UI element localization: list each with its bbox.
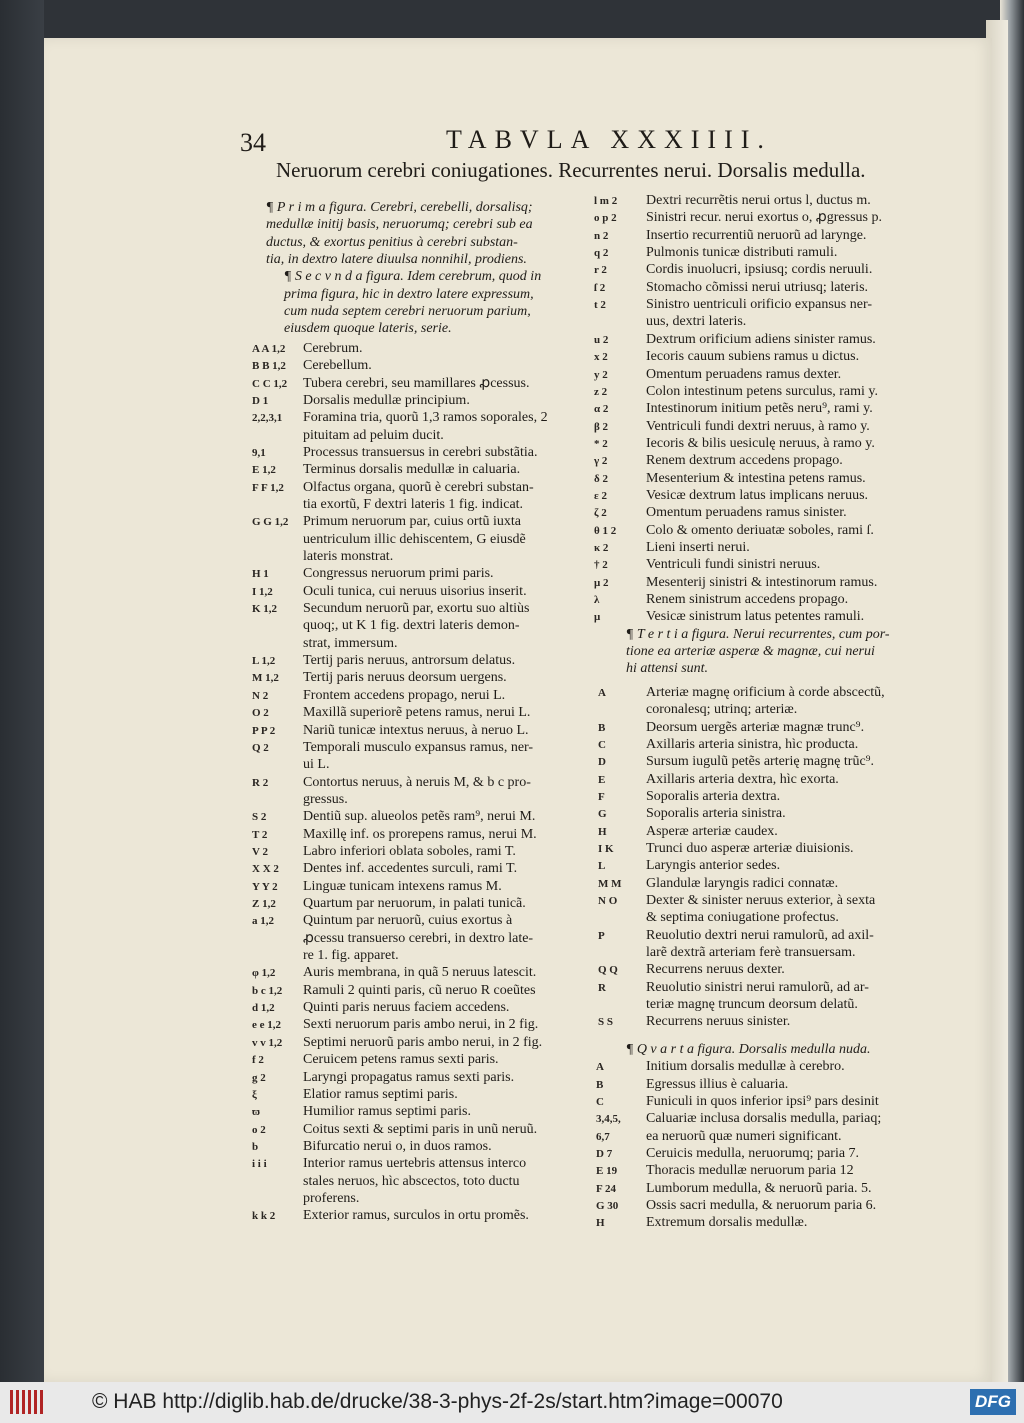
entry-text: Secundum neruorũ par, exortu suo altiùs — [303, 601, 530, 617]
entry-label: A — [596, 1061, 604, 1074]
entry-label: Q Q — [598, 964, 618, 977]
entry-label: L — [598, 860, 606, 873]
entry-label: A A 1,2 — [252, 342, 286, 355]
entry-text: Axillaris arteria dextra, hìc exorta. — [646, 771, 839, 787]
entry-text: Funiculi in quos inferior ipsi⁹ pars desinit — [646, 1093, 879, 1109]
figure-caption-tertia: tione ea arteriæ asperæ & magnæ, cui nerui — [626, 644, 875, 660]
entry-text: Dexter & sinister neruus exterior, à sexta — [646, 893, 876, 908]
entry-label: N O — [598, 895, 618, 907]
entry-text: & septima coniugatione profectus. — [646, 910, 839, 926]
entry-label: o 2 — [252, 1123, 266, 1136]
entry-label: B — [596, 1078, 604, 1091]
entry-label: u 2 — [594, 333, 609, 346]
entry-text: uentriculum illic dehiscentem, G eiusdẽ — [303, 531, 526, 547]
entry-text: Contortus neruus, à neruis M, & b c pro- — [303, 774, 531, 790]
entry-text: Arteriæ magnę orificium à corde abscectũ, — [646, 684, 885, 700]
entry-text: Sinistro uentriculi orificio expansus ner- — [646, 297, 873, 313]
entry-label: M M — [598, 877, 622, 890]
entry-label: 9,1 — [252, 446, 266, 459]
library-logo-icon — [10, 1390, 44, 1414]
entry-label: g 2 — [252, 1071, 266, 1084]
entry-text: Renem sinistrum accedens propago. — [646, 592, 849, 608]
entry-text: strat, immersum. — [303, 635, 398, 651]
entry-text: Dextrum orificium adiens sinister ramus. — [646, 331, 876, 347]
entry-text: Tertij paris neruus, antrorsum delatus. — [303, 653, 516, 669]
entry-text: teriæ magnę truncum deorsum delatũ. — [646, 997, 858, 1013]
entry-text: Olfactus organa, quorũ è cerebri substan- — [303, 479, 534, 495]
entry-text: Lumborum medulla, & neruorũ paria. 5. — [646, 1180, 872, 1196]
figure-caption-prima: tia, in dextro latere diuulsa nonnihil, prodiens. — [266, 252, 527, 268]
entry-text: Ossis sacri medulla, & neruorum paria 6. — [646, 1197, 877, 1213]
page-number: 34 — [240, 128, 266, 157]
entry-text: Omentum peruadens ramus dexter. — [646, 366, 842, 382]
page-heading: Neruorum cerebri coniugationes. Recurrentes nerui. Dorsalis medulla. — [276, 158, 866, 182]
entry-label: O 2 — [252, 707, 269, 720]
entry-label: G — [598, 808, 607, 821]
entry-label: S S — [598, 1016, 613, 1029]
entry-text: Dorsalis medullæ principium. — [303, 392, 470, 408]
entry-label: 2,2,3,1 — [252, 412, 283, 425]
entry-text: Labro inferiori oblata soboles, rami T. — [303, 843, 516, 859]
entry-label: a 1,2 — [252, 915, 274, 928]
entry-label: P — [598, 929, 605, 942]
entry-label: A — [598, 686, 606, 699]
entry-text: Pulmonis tunicæ distributi ramuli. — [646, 245, 838, 261]
entry-label: G G 1,2 — [252, 516, 289, 529]
entry-text: ui L. — [303, 757, 330, 773]
entry-label: l m 2 — [594, 195, 618, 207]
entry-label: κ 2 — [594, 542, 609, 554]
entry-label: y 2 — [594, 368, 608, 381]
entry-text: Terminus dorsalis medullæ in caluaria. — [303, 462, 521, 478]
entry-label: H 1 — [252, 568, 269, 581]
entry-text: Trunci duo asperæ arteriæ diuisionis. — [646, 840, 854, 856]
entry-label: E 1,2 — [252, 464, 276, 477]
entry-label: D 1 — [252, 394, 269, 407]
entry-label: μ 2 — [594, 576, 609, 589]
figure-caption-prima: ductus, & exortus penitius à cerebri substan- — [266, 234, 518, 250]
entry-label: M 1,2 — [252, 672, 279, 685]
entry-text: Cordis inuolucri, ipsiusq; cordis neruuli. — [646, 262, 873, 278]
entry-label: * 2 — [594, 437, 608, 450]
entry-text: Iecoris & bilis uesiculę neruus, à ramo y. — [646, 435, 875, 451]
entry-text: Iecoris cauum subiens ramus u dictus. — [646, 349, 860, 365]
entry-text: Glandulæ laryngis radici connatæ. — [646, 875, 839, 891]
entry-text: Thoracis medullæ neruorum paria 12 — [646, 1163, 854, 1179]
entry-text: Coitus sexti & septimi paris in unũ neruũ. — [303, 1121, 538, 1137]
entry-text: Lieni inserti nerui. — [646, 540, 750, 555]
entry-label: b — [252, 1140, 259, 1153]
entry-text: Bifurcatio nerui o, in duos ramos. — [303, 1138, 492, 1154]
figure-caption-secunda: ¶ S e c v n d a figura. Idem cerebrum, quod in — [284, 269, 542, 285]
entry-text: Septimi neruorũ paris ambo nerui, in 2 fig. — [303, 1034, 543, 1050]
entry-text: Oculi tunica, cui neruus uisorius inserit. — [303, 583, 527, 599]
entry-label: μ — [594, 611, 601, 624]
entry-text: Reuolutio sinistri nerui ramulorũ, ad ar- — [646, 979, 869, 995]
entry-text: Elatior ramus septimi paris. — [303, 1086, 458, 1102]
entry-label: r 2 — [594, 264, 607, 277]
entry-text: stales neruos, hìc abscectos, toto ductu — [303, 1173, 520, 1189]
entry-label: α 2 — [594, 403, 609, 416]
entry-label: 6,7 — [596, 1130, 610, 1143]
entry-text: proferens. — [303, 1190, 360, 1206]
figure-caption-quarta: ¶ Q v a r t a figura. Dorsalis medulla nuda. — [626, 1041, 871, 1057]
entry-text: tia exortũ, F dextri lateris 1 fig. indicat. — [303, 496, 524, 512]
figure-caption-tertia: hi attensi sunt. — [626, 661, 709, 677]
entry-label: n 2 — [594, 229, 609, 242]
entry-text: Deorsum uergẽs arteriæ magnæ trunc⁹. — [646, 719, 865, 735]
entry-label: ε 2 — [594, 489, 607, 502]
entry-text: gressus. — [303, 791, 348, 807]
entry-label: K 1,2 — [252, 603, 278, 616]
entry-text: Sursum iugulũ petẽs arterię magnę trũc⁹. — [646, 754, 875, 770]
entry-text: Mesenterium & intestina petens ramus. — [646, 470, 866, 486]
entry-label: X X 2 — [252, 863, 279, 876]
figure-caption-secunda: cum nuda septem cerebri neruorum parium, — [284, 304, 531, 320]
entry-label: k k 2 — [252, 1210, 276, 1223]
entry-label: R — [598, 981, 606, 994]
entry-text: Primum neruorum par, cuius ortũ iuxta — [303, 514, 521, 530]
entry-label: C — [596, 1095, 604, 1108]
entry-text: Auris membrana, in quã 5 neruus latescit. — [303, 965, 537, 981]
entry-text: pituitam ad peluim ducit. — [303, 427, 444, 443]
footer-copyright-link[interactable]: © HAB http://diglib.hab.de/drucke/38-3-phys-2f-2s/start.htm?image=00070 — [92, 1390, 783, 1413]
entry-label: λ — [594, 594, 600, 607]
entry-text: Linguæ tunicam intexens ramus M. — [303, 878, 502, 894]
entry-label: f 2 — [252, 1054, 264, 1067]
entry-text: Omentum peruadens ramus sinister. — [646, 505, 847, 521]
entry-label: Q 2 — [252, 741, 269, 754]
entry-text: Nariũ tunicæ intextus neruus, à neruo L. — [303, 722, 529, 738]
entry-label: I K — [598, 842, 614, 855]
entry-label: V 2 — [252, 845, 268, 858]
dfg-logo: DFG — [970, 1389, 1016, 1415]
entry-text: Mesenterij sinistri & intestinorum ramus. — [646, 574, 878, 590]
entry-label: φ 1,2 — [252, 967, 276, 980]
entry-text: coronalesq; utrinq; arteriæ. — [646, 702, 798, 718]
entry-text: Ceruicem petens ramus sexti paris. — [303, 1052, 499, 1068]
entry-label: S 2 — [252, 811, 267, 824]
entry-label: I 1,2 — [252, 585, 273, 598]
entry-label: β 2 — [594, 420, 609, 433]
entry-label: P P 2 — [252, 724, 276, 737]
entry-label: † 2 — [594, 559, 608, 572]
figure-caption-secunda: eiusdem quoque lateris, serie. — [284, 321, 452, 337]
entry-text: Cerebellum. — [303, 358, 372, 374]
entry-text: Ceruicis medulla, neruorumq; paria 7. — [646, 1145, 860, 1161]
entry-text: Ramuli 2 quinti paris, cũ neruo R coeũtes — [303, 982, 536, 998]
entry-text: Interior ramus uertebris attensus interco — [303, 1156, 527, 1172]
entry-label: B — [598, 721, 606, 734]
entry-label: o p 2 — [594, 212, 617, 225]
entry-label: B B 1,2 — [252, 360, 286, 373]
entry-text: lateris monstrat. — [303, 549, 394, 564]
entry-label: ξ — [252, 1088, 257, 1101]
entry-text: Temporali musculo expansus ramus, ner- — [303, 739, 534, 755]
entry-text: Quintum par neruorũ, cuius exortus à — [303, 913, 513, 929]
entry-text: Stomacho cõmissi nerui utriusq; lateris. — [646, 279, 869, 295]
entry-text: Quartum par neruorum, in palati tunicã. — [303, 896, 526, 911]
entry-text: uus, dextri lateris. — [646, 314, 747, 330]
entry-label: L 1,2 — [252, 655, 276, 668]
entry-text: Congressus neruorum primi paris. — [303, 566, 494, 582]
entry-text: Egressus illius è caluaria. — [646, 1076, 789, 1092]
entry-text: Tertij paris neruus deorsum uergens. — [303, 670, 507, 686]
entry-label: ϖ — [252, 1106, 261, 1119]
entry-text: Cerebrum. — [303, 340, 363, 356]
entry-text: Exterior ramus, surculos in ortu promẽs. — [303, 1208, 529, 1224]
entry-label: v v 1,2 — [252, 1036, 283, 1049]
figure-caption-prima: medullæ initij basis, neruorumq; cerebri sub ea — [266, 217, 533, 233]
entry-label: E — [598, 773, 606, 786]
entry-label: Z 1,2 — [252, 898, 276, 910]
entry-text: Caluariæ inclusa dorsalis medulla, pariaq; — [646, 1111, 882, 1127]
entry-text: Colo & omento deriuatæ soboles, rami ſ. — [646, 522, 874, 538]
entry-text: ꝓcessu transuerso cerebri, in dextro late- — [303, 930, 534, 946]
entry-text: Maxillã superiorẽ petens ramus, nerui L. — [303, 705, 531, 721]
figure-caption-secunda: prima figura, hic in dextro latere expressum, — [284, 286, 534, 302]
entry-text: Foramina tria, quorũ 1,3 ramos soporales, 2 — [303, 410, 548, 426]
entry-text: Quinti paris neruus faciem accedens. — [303, 1000, 510, 1016]
entry-label: q 2 — [594, 247, 609, 260]
entry-label: G 30 — [596, 1199, 619, 1212]
figure-caption-tertia: ¶ T e r t i a figura. Nerui recurrentes, cum por- — [626, 626, 890, 642]
entry-label: z 2 — [594, 385, 608, 398]
entry-label: i i i — [252, 1158, 267, 1171]
entry-text: Recurrens neruus dexter. — [646, 962, 785, 978]
entry-text: Frontem accedens propago, nerui L. — [303, 687, 506, 703]
entry-text: Dextri recurrẽtis nerui ortus l, ductus m. — [646, 193, 871, 208]
entry-label: C — [598, 738, 606, 751]
entry-text: Axillaris arteria sinistra, hìc producta. — [646, 736, 859, 752]
entry-text: Maxillę inf. os prorepens ramus, nerui M. — [303, 826, 537, 842]
entry-label: θ 1 2 — [594, 524, 617, 537]
running-title: TABVLA XXXIIII. — [446, 125, 772, 154]
scan-background-left — [0, 0, 44, 1382]
entry-text: Colon intestinum petens surculus, rami y. — [646, 383, 879, 399]
entry-text: Recurrens neruus sinister. — [646, 1014, 791, 1030]
entry-text: Insertio recurrentiũ neruorũ ad larynge. — [646, 227, 867, 243]
entry-text: Laryngi propagatus ramus sexti paris. — [303, 1069, 515, 1085]
entry-label: C C 1,2 — [252, 377, 288, 390]
entry-text: Asperæ arteriæ caudex. — [646, 823, 778, 839]
entry-label: F F 1,2 — [252, 481, 284, 494]
entry-text: Vesicæ dextrum latus implicans neruus. — [646, 487, 869, 503]
entry-text: quoq;, ut K 1 fig. dextri lateris demon- — [303, 618, 520, 634]
entry-text: Soporalis arteria sinistra. — [646, 806, 786, 822]
entry-label: H — [596, 1217, 605, 1230]
entry-label: e e 1,2 — [252, 1019, 282, 1032]
entry-label: b c 1,2 — [252, 984, 283, 997]
entry-label: d 1,2 — [252, 1002, 275, 1015]
entry-text: Tubera cerebri, seu mamillares ꝓcessus. — [303, 375, 530, 391]
entry-label: F 24 — [596, 1182, 617, 1195]
entry-text: Sexti neruorum paris ambo nerui, in 2 fig. — [303, 1017, 539, 1033]
entry-text: Extremum dorsalis medullæ. — [646, 1215, 808, 1231]
entry-text: Intestinorum initium petẽs neru⁹, rami y. — [646, 401, 873, 417]
entry-label: ζ 2 — [594, 507, 607, 520]
entry-label: δ 2 — [594, 472, 608, 485]
entry-text: Reuolutio dextri nerui ramulorũ, ad axil- — [646, 927, 874, 943]
entry-text: Ventriculi fundi dextri neruus, à ramo y. — [646, 418, 870, 434]
entry-label: γ 2 — [594, 455, 608, 468]
entry-label: ſ 2 — [594, 281, 606, 294]
entry-label: t 2 — [594, 299, 606, 312]
entry-text: Initium dorsalis medullæ à cerebro. — [646, 1059, 845, 1075]
entry-label: E 19 — [596, 1165, 618, 1178]
entry-text: Renem dextrum accedens propago. — [646, 453, 843, 469]
figure-caption-prima: ¶ P r i m a figura. Cerebri, cerebelli, dorsalisq; — [266, 200, 533, 215]
entry-text: Laryngis anterior sedes. — [646, 858, 781, 874]
entry-text: Ventriculi fundi sinistri neruus. — [646, 557, 821, 573]
entry-text: Vesicæ sinistrum latus petentes ramuli. — [646, 609, 865, 625]
entry-label: x 2 — [594, 351, 608, 364]
entry-text: larẽ dextrã arteriam ferè transuersam. — [646, 945, 856, 961]
entry-text: Sinistri recur. nerui exortus o, ꝓgressus p. — [646, 210, 882, 226]
entry-text: Humilior ramus septimi paris. — [303, 1104, 471, 1120]
entry-text: Dentiũ sup. alueolos petẽs ram⁹, nerui M. — [303, 809, 536, 825]
entry-label: R 2 — [252, 776, 269, 789]
entry-label: T 2 — [252, 828, 268, 841]
entry-text: ea neruorũ quæ numeri significant. — [646, 1128, 842, 1144]
entry-label: N 2 — [252, 689, 269, 702]
entry-text: Dentes inf. accedentes surculi, rami T. — [303, 861, 518, 877]
entry-label: H — [598, 825, 607, 838]
entry-label: 3,4,5, — [596, 1113, 621, 1126]
entry-label: Y Y 2 — [252, 880, 278, 893]
entry-text: re 1. fig. apparet. — [303, 948, 399, 964]
entry-label: D 7 — [596, 1147, 613, 1160]
entry-label: D — [598, 756, 606, 769]
entry-label: F — [598, 790, 605, 803]
entry-text: Soporalis arteria dextra. — [646, 788, 781, 804]
entry-text: Processus transuersus in cerebri substãtia. — [303, 444, 538, 460]
